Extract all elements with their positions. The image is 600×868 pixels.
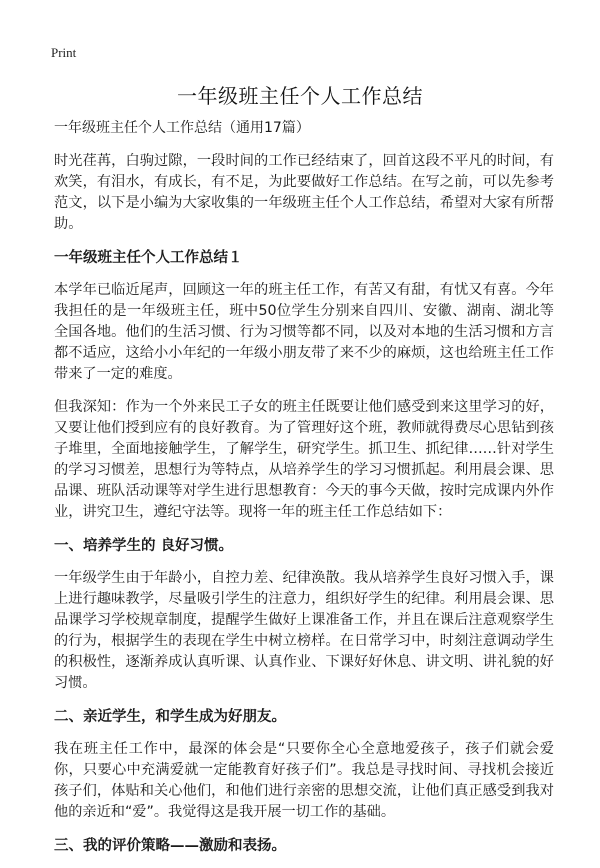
document-body [54,118,554,868]
document-subtitle: 一年级班主任个人工作总结（通用17篇） [54,120,310,136]
print-link[interactable]: Print [51,45,77,60]
subheading-evaluation-strategy: 三、我的评价策略——激励和表扬。 [54,837,286,854]
section-heading-1: 一年级班主任个人工作总结１ [54,249,243,266]
subheading-good-habits: 一、培养学生的 良好习惯。 [54,537,234,554]
page-title: 一年级班主任个人工作总结 [177,84,423,108]
section1-paragraph-1: 本学年已临近尾声，回顾这一年的班主任工作，有苦又有甜，有忧又有喜。今年我担任的是一年级班主任，班中50位学生分别来自四川、安徽、湖南、湖北等全国各地。他们的生活习惯、行为习惯等都不同，以及对本地的生活习惯和方言都不适应，这给小小年纪的一年级小朋友带了来不少的麻烦，这也给班主任工作带来了一定的难度。 [54,282,554,382]
section1-paragraph-2: 但我深知：作为一个外来民工子女的班主任既要让他们感受到来这里学习的好，又要让他们授到应有的良好教育。为了管理好这个班，教师就得费尽心思钻到孩子堆里，全面地接触学生，了解学生，研究学生。抓卫生、抓纪律……针对学生的学习习惯差，思想行为等特点，从培养学生的学习习惯抓起。利用晨会课、思品课、班队活动课等对学生进行思想教育：今天的事今天做，按时完成课内外作业，讲究卫生，遵纪守法等。现将一年的班主任工作总结如下： [54,399,554,520]
be-friends-paragraph: 我在班主任工作中，最深的体会是“只要你全心全意地爱孩子，孩子们就会爱你，只要心中充满爱就一定能教育好孩子们”。我总是寻找时间、寻找机会接近孩子们，体贴和关心他们，和他们进行亲密的思想交流，让他们真正感受到我对他的亲近和“爱”。我觉得这是我开展一切工作的基础。 [54,741,554,820]
intro-paragraph: 时光荏苒，白驹过隙，一段时间的工作已经结束了，回首这段不平凡的时间，有欢笑，有泪水，有成长，有不足，为此要做好工作总结。在写之前，可以先参考范文，以下是小编为大家收集的一年级班主任个人工作总结，希望对大家有所帮助。 [54,153,554,232]
subheading-be-friends: 二、亲近学生，和学生成为好朋友。 [54,708,286,725]
good-habits-paragraph: 一年级学生由于年龄小，自控力差、纪律涣散。我从培养学生良好习惯入手，课上进行趣味教学，尽量吸引学生的注意力，组织好学生的纪律。利用晨会课、思品课学习学校规章制度，提醒学生做好上课准备工作，并且在课后注意观察学生的行为，根据学生的表现在学生中树立榜样。在日常学习中，时刻注意调动学生的积极性，逐渐养成认真听课、认真作业、下课好好休息、讲文明、讲礼貌的好习惯。 [54,570,554,691]
